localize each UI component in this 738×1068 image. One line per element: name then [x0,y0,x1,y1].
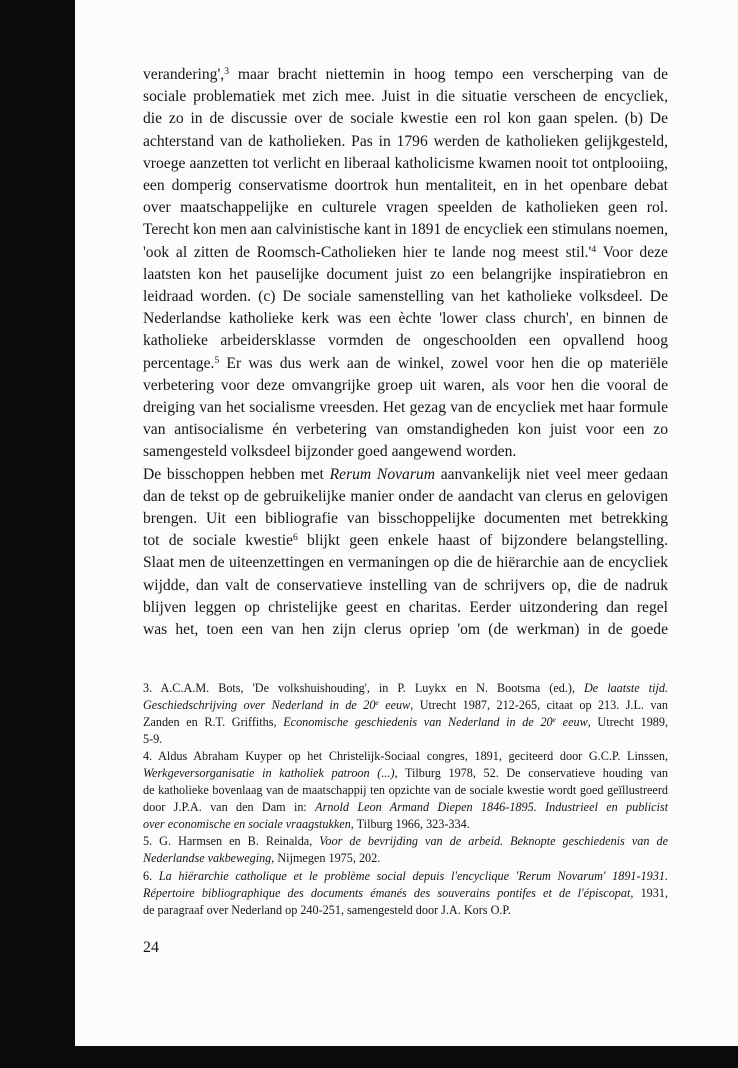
text-segment: brengen. Uit een bibliografie van bisschoppelijke documenten met betrekking [143,510,668,528]
body-line [143,508,668,530]
text-segment: De bisschoppen hebben met [143,465,330,483]
text-segment: blijkt geen enkele haast of bijzondere belangstelling. [297,532,668,550]
text-segment: maar bracht niettemin in hoog tempo een verscherping van de [229,66,668,83]
text-segment: laatsten kon het pauselijke document juist zo een belangrijke inspiratiebron en [143,265,668,283]
text-segment: Nederlandse katholieke kerk was een èchte 'lower class church', en binnen de [143,310,668,328]
body-line [143,175,668,197]
footnote-line [143,782,668,799]
text-segment: La hiërarchie catholique et le problème social depuis l'encyclique 'Rerum Novarum' 1891-1931. [158,868,669,883]
text-segment: samengesteld volksdeel bijzonder goed aangewend worden. [143,443,517,461]
text-segment: Geschiedschrijving over Nederland in de 20 [143,697,376,712]
footnote-marker: e [375,697,379,707]
text-segment: Voor de bevrijding van de arbeid. Beknopte geschiedenis van de [319,834,668,849]
body-line [143,353,668,375]
body-line [143,464,668,486]
body-line [143,441,668,463]
footnote-marker: 5 [214,354,220,366]
text-segment: Economische geschiedenis van Nederland in de 20 [283,714,553,729]
text-segment: die zo in de discussie over de sociale kwestie een rol kon gaan spelen. (b) De [143,110,668,128]
text-segment: was het, toen een van hen zijn clerus opriep 'om (de werkman) in de goede [143,621,668,639]
text-segment: over maatschappelijke en culturele vragen speelden de katholieken geen rol. [143,199,668,217]
body-line [143,197,668,219]
footnote-line [143,731,668,748]
footnote-line [143,748,668,765]
text-segment: , Nijmegen 1975, 202. [271,851,381,866]
body-line [143,286,668,308]
text-segment: dan de tekst op de gebruikelijke manier onder de aandacht van clerus en gelovigen [143,487,668,505]
body-line [143,619,668,641]
text-segment: eeuw [378,697,411,712]
footnote-line [143,799,668,816]
body-line [143,330,668,352]
text-segment: 4. Aldus Abraham Kuyper op het Christelijk-Sociaal congres, 1891, geciteerd door G.C.P. Linssen, [143,748,668,763]
body-line [143,486,668,508]
text-segment: Slaat men de uiteenzettingen en vermaningen op die de hiërarchie aan de encycliek [143,554,668,572]
text-segment: , 1931, [630,885,669,900]
body-line [143,308,668,330]
text-segment: Répertoire bibliographique des documents émanés des souverains pontifes et de l'épiscopat [143,885,631,900]
text-segment: verandering', [143,66,225,83]
body-line [143,264,668,286]
scan-border-left [0,0,75,1068]
text-segment: Voor deze [596,243,668,261]
text-segment: katholieke arbeidersklasse vormden de ongeschoolden een opvallend hoog [143,332,668,350]
text-segment: leidraad worden. (c) De sociale samenstelling van het katholieke volksdeel. De [143,288,668,306]
text-segment: , Utrecht 1989, [587,714,669,729]
text-segment: tot de sociale kwestie [143,532,293,550]
text-segment: percentage. [143,354,215,372]
page-number: 24 [143,939,159,956]
footnote-line [143,833,668,850]
text-segment: 5-9. [143,731,163,746]
text-segment: achterstand van de katholieken. Pas in 1796 werden de katholieken gelijkgesteld, [143,132,668,150]
text-segment: , Utrecht 1987, 212-265, citaat op 213. J.L. van [410,697,668,712]
body-line [143,552,668,574]
text-segment: Werkgeversorganisatie in katholiek patroon (...) [143,765,395,780]
text-segment: Nederlandse vakbeweging [143,851,272,866]
footnote-marker: 6 [292,532,298,544]
text-segment: verbetering voor deze omvangrijke groep uit waren, als voor hen die vooral de [143,376,668,394]
text-segment: blijven leggen op christelijke geest en charitas. Eerder uitzondering dan regel [143,598,668,616]
text-segment: over economische en sociale vraagstukken [143,817,351,832]
text-segment: Terecht kon men aan calvinistische kant in 1891 de encycliek een stimulans noemen, [143,221,668,239]
body-line [143,64,668,86]
text-segment: De laatste tijd. [584,680,668,695]
text-segment: de katholieke bovenlaag van de maatschappij ten opzichte van de sociale kwestie wordt goed geïllustreerd [143,783,668,798]
footnote-line [143,714,668,731]
text-segment: eeuw [556,714,588,729]
body-line [143,108,668,130]
body-line [143,242,668,264]
text-segment: , Tilburg 1978, 52. De conservatieve houding van [394,765,668,780]
body-line [143,131,668,153]
text-segment: aanvankelijk niet veel meer gedaan [434,465,668,483]
footnotes-block [143,680,668,919]
scan-border-bottom [0,1046,738,1068]
body-line [143,153,668,175]
text-segment: van antisocialisme én verbetering van omstandigheden kon juist voor een zo [143,421,668,439]
text-segment: Er was dus werk aan de winkel, zowel voor hen die op materiële [219,354,668,372]
text-segment: Zanden en R.T. Griffiths, [143,714,284,729]
body-line [143,575,668,597]
body-line [143,397,668,419]
text-segment: 6. [143,868,159,883]
footnote-marker: 3 [224,66,230,78]
footnote-line [143,697,668,714]
body-line [143,597,668,619]
text-segment: wijdde, dan valt de conservatieve instelling van de schrijvers op, die de nadruk [143,576,668,594]
body-line [143,419,668,441]
main-text-block [143,64,668,641]
body-line [143,530,668,552]
body-line [143,86,668,108]
text-segment: Arnold Leon Armand Diepen 1846-1895. Industrieel en publicist [315,800,668,815]
text-segment: dreiging van het socialisme vreesden. Het gezag van de encycliek met haar formule [143,399,668,417]
footnote-line [143,868,668,885]
body-line [143,375,668,397]
text-segment: de paragraaf over Nederland op 240-251, samengesteld door J.A. Kors O.P. [143,902,511,917]
footnote-line [143,680,668,697]
text-segment: een domperig conservatisme doortrok hun mentaliteit, en in het openbare debat [143,177,668,195]
text-segment: , Tilburg 1966, 323-334. [350,817,470,832]
footnote-marker: 4 [591,243,597,255]
footnote-line [143,885,668,902]
text-segment: 3. A.C.A.M. Bots, 'De volkshuishouding', in P. Luykx en N. Bootsma (ed.), [143,680,584,695]
footnote-line [143,850,668,867]
footnote-line [143,816,668,833]
footnote-line [143,765,668,782]
text-segment: door J.P.A. van den Dam in: [143,800,316,815]
text-segment: 'ook al zitten de Roomsch-Catholieken hier te lande nog meest stil.' [143,243,592,261]
footnote-line [143,902,668,919]
footnote-marker: e [552,714,556,724]
text-segment: sociale problematiek met zich mee. Juist in die situatie verscheen de encycliek, [143,88,668,106]
text-segment: Rerum Novarum [329,465,435,483]
text-segment: vroege aanzetten tot verlicht en liberaal katholicisme kwamen nooit tot ontplooiing, [143,154,668,172]
body-line [143,219,668,241]
text-segment: 5. G. Harmsen en B. Reinalda, [143,834,320,849]
